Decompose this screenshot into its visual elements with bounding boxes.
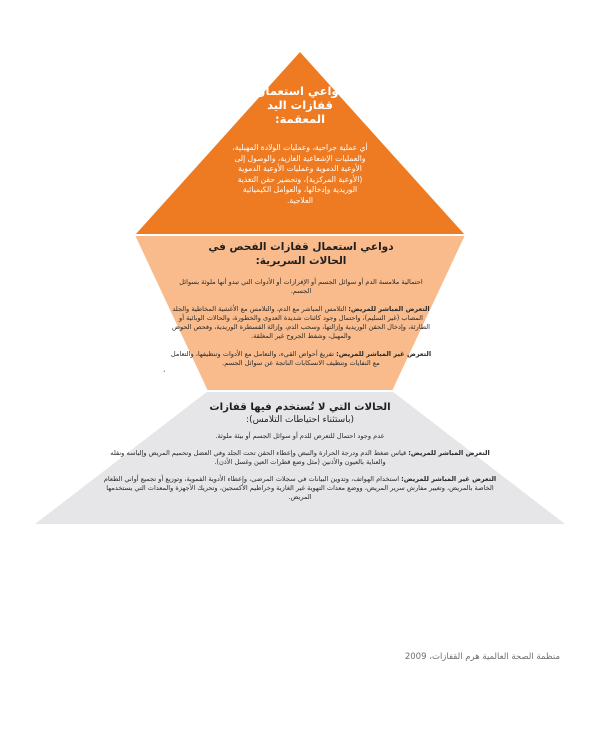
middle-direct-text: التلامس المباشر مع الدم، والتلامس مع الأغشية المخاطية والجلد المصاب (غير السليم)، واحتمال وجود كائنات شديدة العدوى والخطورة، والحالات الوبائية أو الطارئة، وإدخال الحقن الوريدية وإزالتها، وسحب الدم، وإزالة القسطرة الوريدية، وفحص الحوض والمهبل، وشفط الجروح غير المغلقة. [171, 305, 431, 340]
middle-tier-title: دواعي استعمال قفازات الفحص في الحالات السريرية: [208, 241, 394, 267]
middle-tier-body [170, 278, 432, 377]
middle-tier-indirect [170, 350, 432, 368]
stray-mark: ، [163, 366, 166, 374]
middle-tier-intro: احتمالية ملامسة الدم أو سوائل الجسم أو الإفرازات أو الأدوات التي تبدو أنها ملوثة بسوائل الجسم. [179, 278, 423, 295]
bottom-tier-indirect [100, 475, 500, 502]
bottom-direct-text: قياس ضغط الدم ودرجة الحرارة والنبض وإعطاء الحقن تحت الجلد وفي العضل وتحميم المريض وإلباسه ونقله والعناية بالعيون والأذنين (مثل وضع قطرات العين وغسل الأذن). [110, 449, 407, 466]
bottom-tier-title: الحالات التي لا تُستخدم فيها قفازات [209, 402, 391, 413]
bottom-tier-title-block [190, 401, 410, 427]
bottom-tier-body [100, 432, 500, 510]
top-tier-title: دواعي استعمال قفازات اليد المعقمة: [255, 84, 345, 126]
middle-tier-direct [170, 305, 432, 341]
middle-direct-label: التعرض المباشر للمريض: [348, 305, 430, 313]
bottom-tier-subtitle: (باستثناء احتياطات التلامس): [246, 415, 354, 425]
bottom-direct-label: التعرض المباشر للمريض: [408, 449, 490, 457]
bottom-tier-direct [100, 449, 500, 467]
source-caption: منظمة الصحة العالمية هرم القفازات، 2009 [404, 652, 560, 662]
top-tier-body: أي عملية جراحية، وعمليات الولادة المهبلية، والعمليات الإشعاعية الغازية، والوصول إلى الأوعية الدموية وعمليات الأوعية الدموية (الأوعية المركزية)، وتحضير حقن التغذية الوريدية وإدخالها، والعوامل الكيميائية العلاجية. [232, 143, 368, 205]
bottom-tier-intro: عدم وجود احتمال للتعرض للدم أو سوائل الجسم أو بيئة ملوثة. [215, 432, 385, 440]
middle-indirect-label: التعرض غير المباشر للمريض: [336, 350, 432, 358]
bottom-indirect-text: استخدام الهواتف، وتدوين البيانات في سجلات المرضى، وإعطاء الأدوية الفموية، وتوزيع أو تجميع أواني الطعام الخاصة بالمريض، وتغيير مفارش سرير المريض، ووضع معدات التهوية غير الغازية وخراطيم الأكسجين، وتحريك الأجهزة والمعدات التي يستخدمها المريض. [103, 475, 494, 501]
bottom-indirect-label: التعرض غير المباشر للمريض: [401, 475, 497, 483]
middle-indirect-text: تفريغ أحواض القيء، والتعامل مع الأدوات وتنظيفها، والتعامل مع النفايات وتنظيف الانسكابات الناتجة عن سوائل الجسم. [170, 350, 380, 367]
